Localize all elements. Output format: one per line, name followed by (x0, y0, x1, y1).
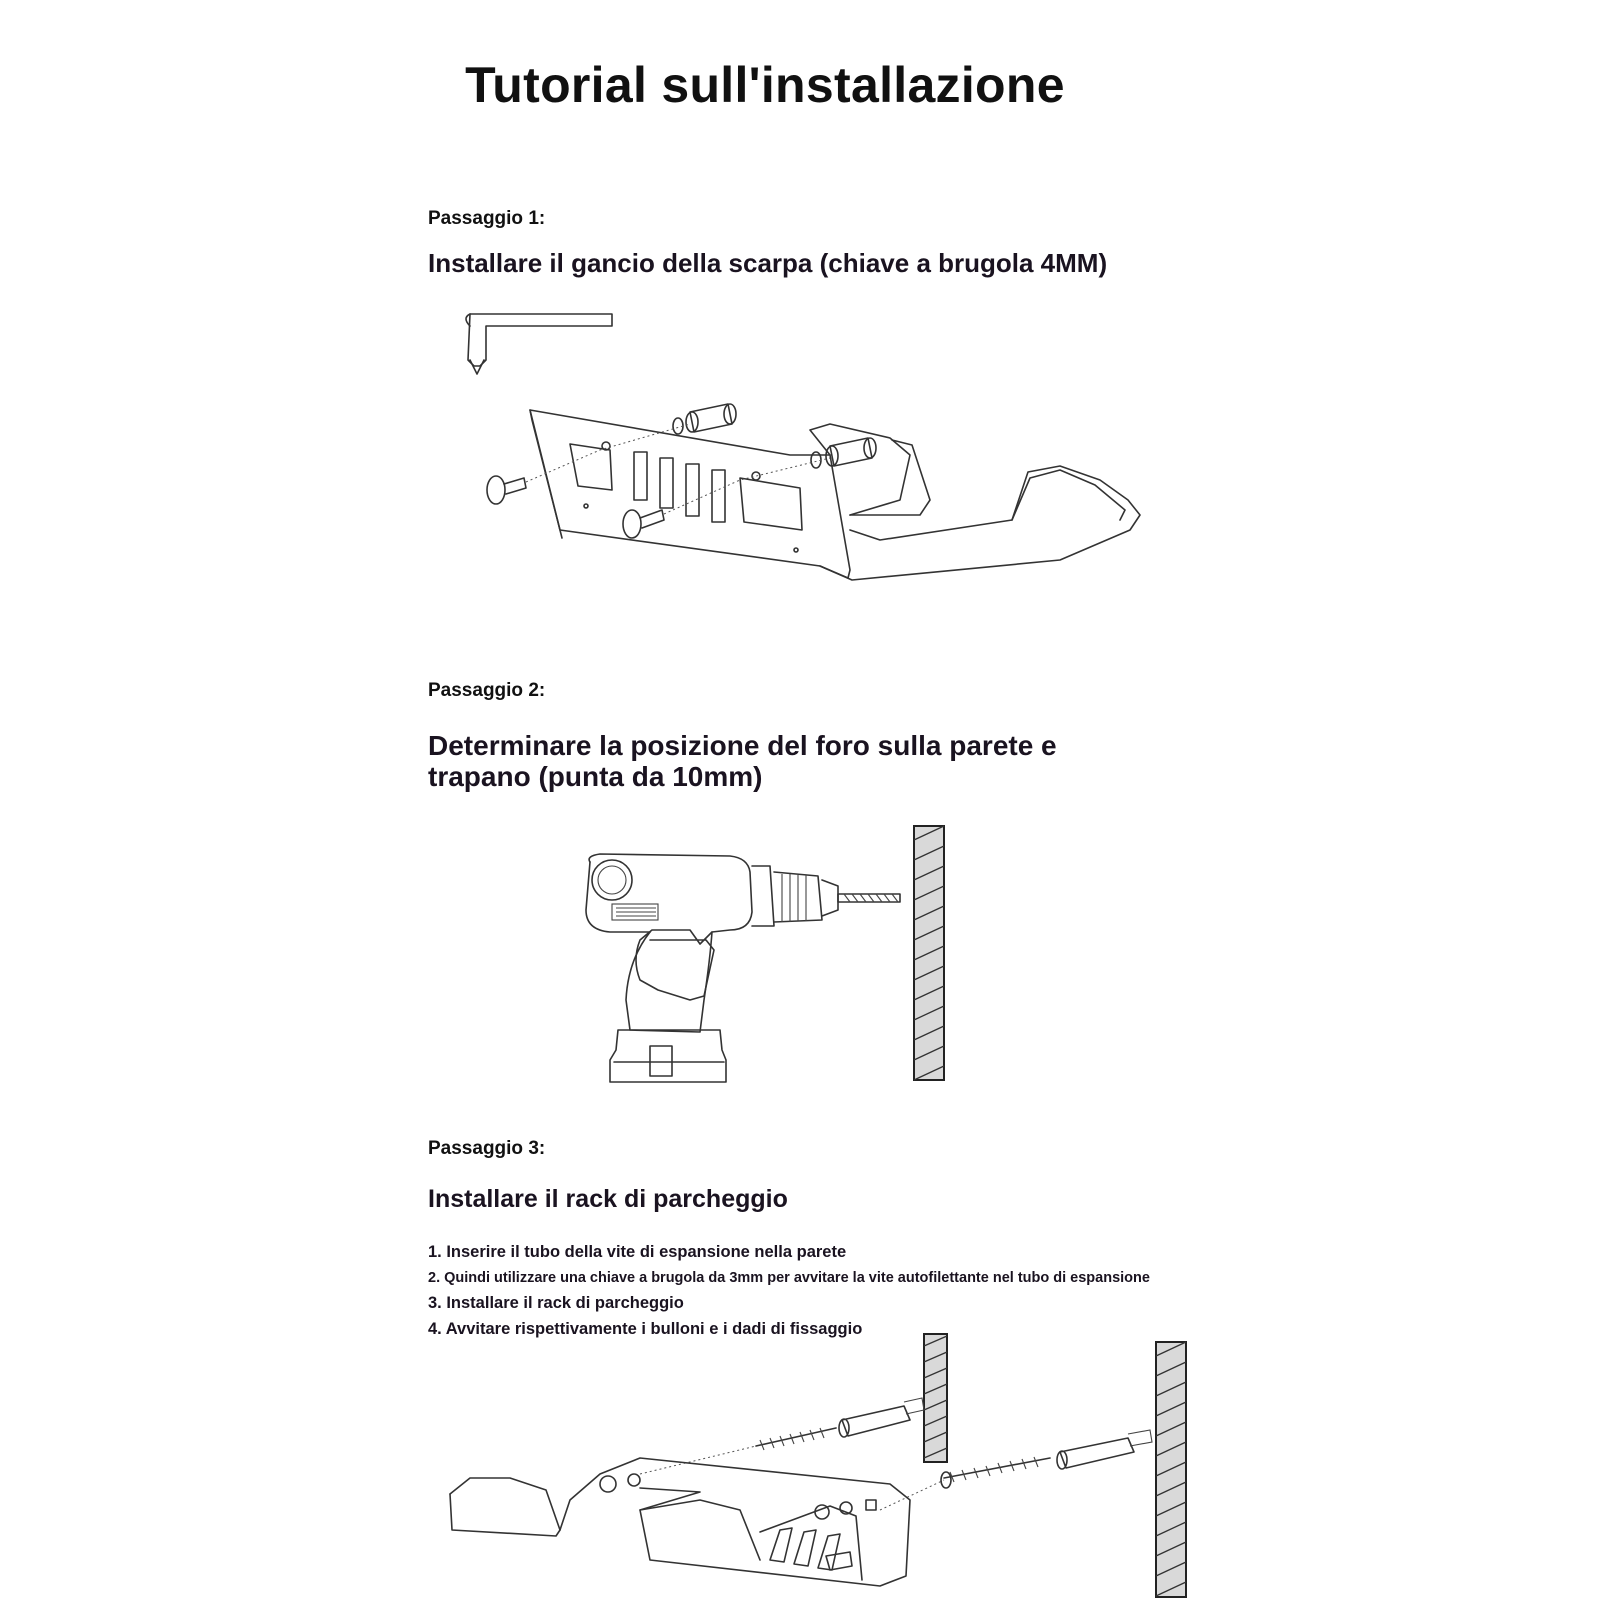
step-3-heading: Installare il rack di parcheggio (428, 1185, 788, 1213)
step-2-heading-line1: Determinare la posizione del foro sulla parete e (428, 730, 1057, 761)
wall-section (924, 1334, 947, 1462)
parking-rack (450, 1458, 910, 1586)
expansion-anchor-parts (640, 1398, 1152, 1510)
step-3-label: Passaggio 3: (428, 1138, 546, 1159)
instruction-item: 4. Avvitare rispettivamente i bulloni e i dadi di fissaggio (428, 1319, 863, 1338)
instruction-item: 1. Inserire il tubo della vite di espansione nella parete (428, 1243, 847, 1261)
step-1-heading: Installare il gancio della scarpa (chiave a brugola 4MM) (428, 248, 1108, 278)
page-title: Tutorial sull'installazione (465, 57, 1065, 113)
instruction-item: 2. Quindi utilizzare una chiave a brugola da 3mm per avvitare la vite autofilettante nel tubo di espansione (428, 1269, 1150, 1286)
step-2-label: Passaggio 2: (428, 680, 546, 701)
instruction-item: 3. Installare il rack di parcheggio (428, 1294, 684, 1312)
step-2-heading-line2: trapano (punta da 10mm) (428, 761, 763, 792)
wall-section (1156, 1342, 1186, 1597)
step-1-label: Passaggio 1: (428, 208, 546, 229)
